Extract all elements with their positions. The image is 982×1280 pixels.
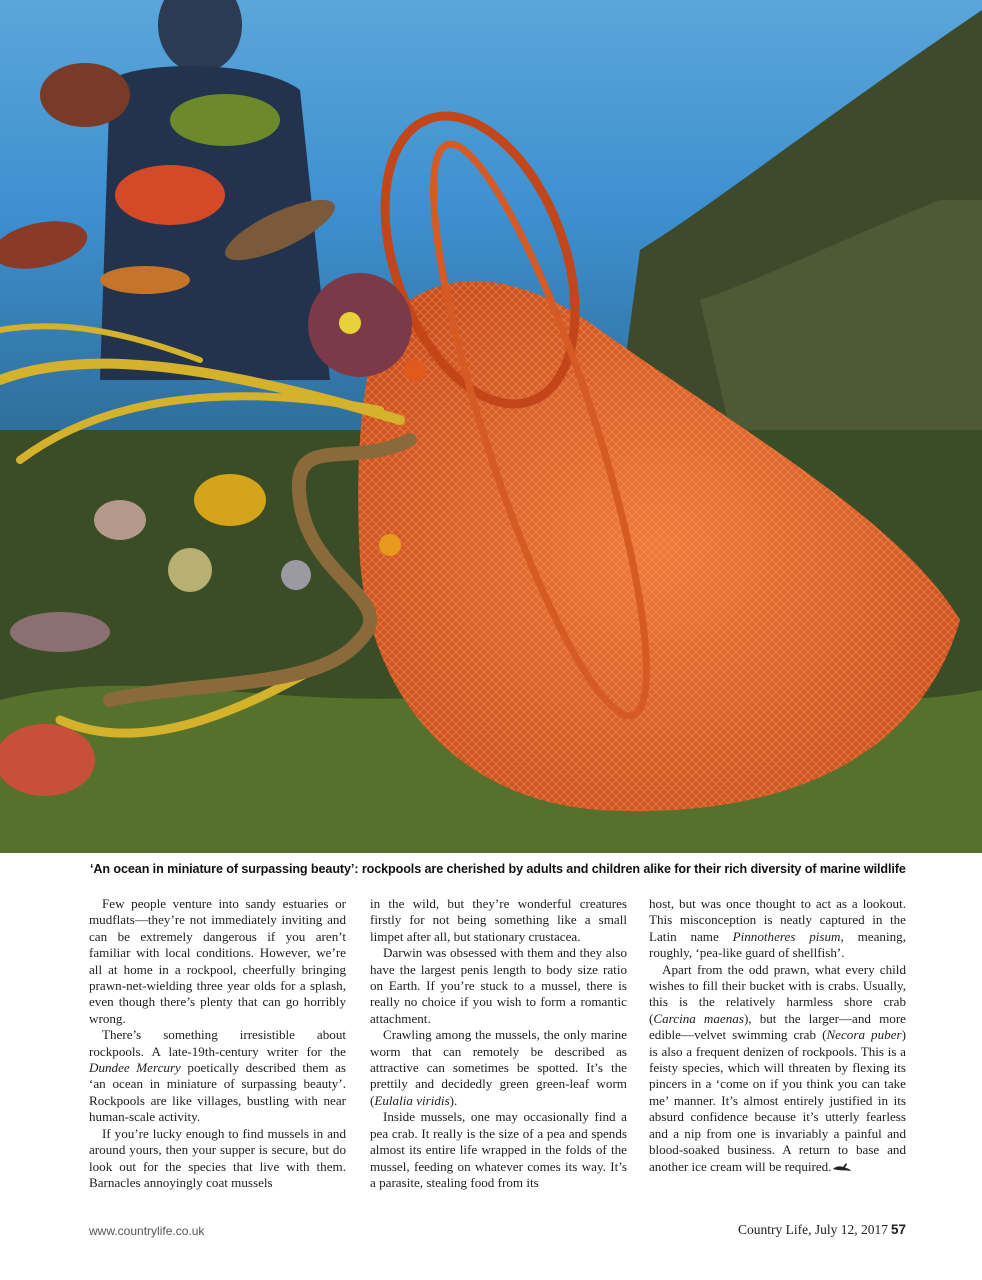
paragraph: Darwin was obsessed with them and they also have the largest penis length to body size ratio on Earth. If you’re stuck to a mussel, there is really no choice if you wish to form a romantic attachment. — [370, 945, 627, 1026]
footer-website: www.countrylife.co.uk — [89, 1224, 205, 1238]
article-column-3 — [649, 896, 906, 1175]
italic-text: Eulalia viridis — [374, 1092, 450, 1108]
orange-egg-1 — [404, 359, 426, 381]
paragraph: Few people venture into sandy estuaries or mudflats—they’re not immediately inviting and can be extremely dangerous if you aren’t familiar with local conditions. However, we’re all at home in a rockpool, cheerfully bringing prawn-net-wielding three year olds for a splash, even though there’s plenty that can go horribly wrong. — [89, 896, 346, 1026]
article-column-2 — [370, 896, 627, 1191]
italic-text: Necora puber — [826, 1027, 902, 1043]
velvet-crab — [94, 500, 146, 540]
page-number: 57 — [890, 1222, 906, 1237]
crab-top-left — [40, 63, 130, 127]
text-run: ) is also a frequent denizen of rockpools. This is a feisty species, which will threaten by flexing its pincers in a ‘come on if you think you can take me’ manner. It’s almost entirely justified in its absurd confidence because it’s utterly fearless and a nip from one is invariably a painful and blood-soaked business. A return to base and another ice cream will be required. — [649, 1027, 906, 1174]
text-run: Crawling among the mussels, the only marine worm that can remotely be described as attractive can sometimes be spotted. It’s the prettily and decidedly green green-leaf worm ( — [370, 1027, 627, 1108]
paragraph — [370, 1027, 627, 1109]
text-run: host, but was once thought to act as a lookout. This misconception is neatly captured in the Latin name — [649, 896, 906, 944]
italic-text: Dundee Mercury — [89, 1060, 181, 1076]
text-run: There’s something irresistible about rockpools. A late-19th-century writer for the — [89, 1027, 346, 1059]
red-coral — [115, 165, 225, 225]
paragraph: If you’re lucky enough to find mussels in and around yours, then your supper is secure, but do look out for the species that live with them. Barnacles annoyingly coat mussels — [89, 1125, 346, 1190]
issue-date: Country Life, July 12, 2017 — [737, 1222, 888, 1237]
green-seaweed — [170, 94, 280, 146]
caption-quote: ‘An ocean in miniature of surpassing beauty’ — [90, 862, 355, 876]
sea-slug — [100, 266, 190, 294]
paragraph: Inside mussels, one may occasionally find a pea crab. It really is the size of a pea and spends almost its entire life wrapped in the folds of the mussel, feeding on whatever comes its way. It’s a parasite, stealing food from its — [370, 1109, 627, 1190]
caption-text: : rockpools are cherished by adults and children alike for their rich diversity of marine wildlife — [354, 862, 906, 876]
scorpion-fish — [10, 612, 110, 652]
text-run: poetically described them as ‘an ocean in miniature of surpassing beauty’. Rockpools are like villages, bustling with near human-scale activity. — [89, 1060, 346, 1125]
paragraph: in the wild, but they’re wonderful creatures firstly for not being something like a small limpet after all, but stationary crustacea. — [370, 896, 627, 944]
shell — [281, 560, 311, 590]
italic-text: Pinnotheres pisum — [732, 928, 841, 944]
image-caption — [90, 862, 910, 876]
anemone-spot — [339, 312, 361, 334]
paragraph — [649, 962, 906, 1175]
text-run: ), but the larger—and more edible—velvet swimming crab ( — [649, 1010, 906, 1043]
paragraph — [89, 1027, 346, 1125]
paragraph — [649, 896, 906, 962]
italic-text: Carcina maenas — [653, 1010, 744, 1026]
article-column-1 — [89, 896, 346, 1191]
sea-urchin — [168, 548, 212, 592]
yellow-weed — [194, 474, 266, 526]
text-run: ). — [449, 1092, 458, 1108]
footer-issue — [738, 1222, 906, 1238]
orange-egg-2 — [379, 534, 401, 556]
pheasant-end-mark-icon — [832, 1160, 852, 1172]
text-run: Apart from the odd prawn, what every child wishes to fill their bucket with is crabs. Usually, this is the relatively harmless shore crab ( — [649, 961, 906, 1026]
text-run: , meaning, roughly, ‘pea-like guard of shellfish’. — [649, 928, 906, 961]
